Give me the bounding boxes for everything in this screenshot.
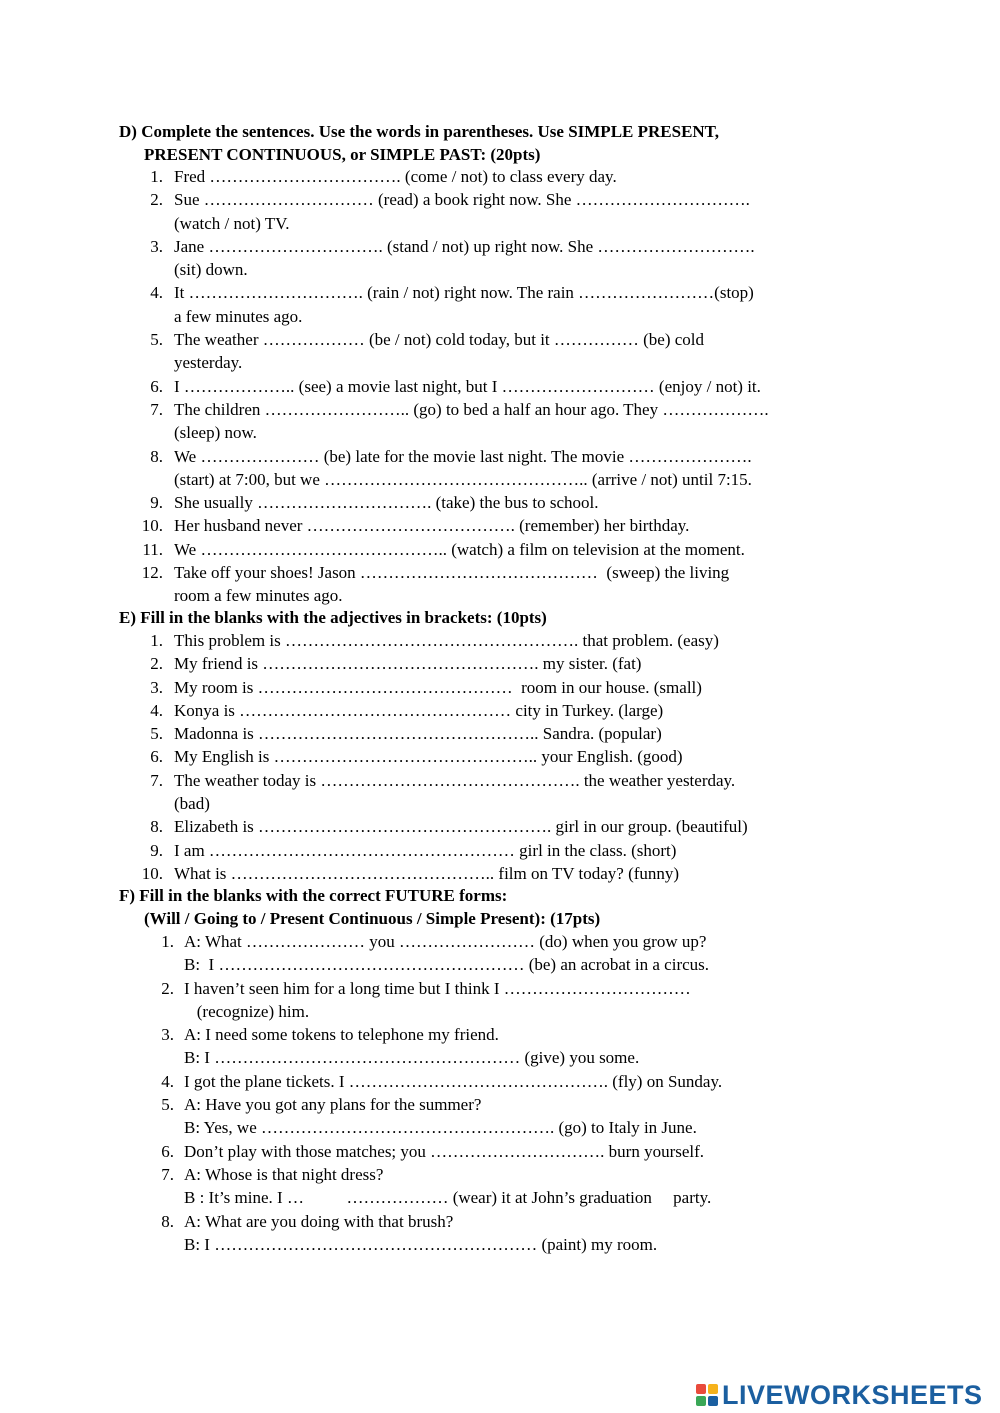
exercise-number: 6. <box>150 747 163 767</box>
exercise-text-line: (sit) down. <box>174 260 248 280</box>
exercise-text-line: The weather ……………… (be / not) cold today, but it …………… (be) cold <box>174 330 705 350</box>
liveworksheets-logo-icon <box>696 1384 718 1406</box>
watermark-text: LIVEWORKSHEETS <box>722 1379 983 1410</box>
exercise-number: 3. <box>150 236 163 256</box>
exercise-number: 9. <box>150 840 163 860</box>
exercise-number: 5. <box>150 724 163 744</box>
exercise-item <box>119 328 899 375</box>
exercise-number: 1. <box>161 932 174 951</box>
exercise-number: 2. <box>150 190 163 210</box>
exercise-number: 6. <box>150 376 163 396</box>
exercise-text-line: I ……………….. (see) a movie last night, but I ……………………… (enjoy / not) it. <box>174 376 761 396</box>
section-e-heading <box>119 606 547 629</box>
section-d-list <box>119 165 899 608</box>
exercise-text-line: She usually …………………………. (take) the bus to school. <box>174 493 599 513</box>
exercise-text-line: Jane …………………………. (stand / not) up right now. She ………………………. <box>174 236 755 256</box>
exercise-item <box>119 745 899 768</box>
exercise-text-line: We …………………………………….. (watch) a film on television at the moment. <box>174 539 745 559</box>
logo-square-yellow <box>708 1384 718 1394</box>
exercise-text-line: A: I need some tokens to telephone my friend. <box>184 1025 499 1045</box>
exercise-item <box>119 398 899 445</box>
exercise-item <box>130 1210 900 1257</box>
exercise-number: 11. <box>142 539 163 559</box>
exercise-item <box>119 514 899 537</box>
section-f-heading-line1: F) Fill in the blanks with the correct FUTURE forms: <box>119 886 508 905</box>
exercise-item <box>130 1163 900 1210</box>
exercise-text-line: B: Yes, we ……………………………………………. (go) to Italy in June. <box>184 1118 697 1138</box>
logo-square-green <box>696 1396 706 1406</box>
exercise-number: 2. <box>150 654 163 674</box>
exercise-text-line: Elizabeth is ……………………………………………. girl in our group. (beautiful) <box>174 817 748 837</box>
exercise-item <box>119 561 899 608</box>
exercise-number: 12. <box>141 563 163 583</box>
liveworksheets-watermark <box>696 1380 983 1410</box>
exercise-item <box>130 930 900 977</box>
exercise-number: 8. <box>161 1211 174 1231</box>
exercise-number: 2. <box>161 978 174 998</box>
exercise-text-line: This problem is ……………………………………………. that problem. (easy) <box>174 631 719 650</box>
exercise-text-line: Take off your shoes! Jason …………………………………… (sweep) the living <box>174 563 730 583</box>
exercise-text-line: My room is ……………………………………… room in our house. (small) <box>174 677 702 697</box>
exercise-text-line: The weather today is ………………………………………. the weather yesterday. <box>174 770 736 790</box>
exercise-number: 8. <box>150 817 163 837</box>
exercise-number: 5. <box>161 1095 174 1115</box>
exercise-text-line: B: I ……………………………………………… (be) an acrobat in a circus. <box>184 955 710 975</box>
exercise-item <box>130 1140 900 1163</box>
exercise-item <box>119 862 899 885</box>
exercise-text-line: B : It’s mine. I … ……………… (wear) it at John’s graduation party. <box>184 1188 712 1208</box>
exercise-number: 4. <box>150 283 163 303</box>
exercise-number: 3. <box>161 1025 174 1045</box>
exercise-text-line: We ………………… (be) late for the movie last night. The movie …………………. <box>174 446 752 466</box>
exercise-text-line: Konya is ………………………………………… city in Turkey. (large) <box>174 700 664 720</box>
exercise-item <box>119 769 899 816</box>
exercise-item <box>119 629 899 652</box>
exercise-item <box>130 1093 900 1140</box>
exercise-item <box>119 445 899 492</box>
exercise-number: 1. <box>150 631 163 650</box>
logo-square-red <box>696 1384 706 1394</box>
section-f-heading-line2: (Will / Going to / Present Continuous / Simple Present): (17pts) <box>144 909 601 928</box>
exercise-text-line: (watch / not) TV. <box>174 213 290 233</box>
exercise-number: 7. <box>161 1164 174 1184</box>
exercise-text-line: yesterday. <box>174 353 243 373</box>
section-d-heading <box>119 120 719 166</box>
exercise-number: 3. <box>150 677 163 697</box>
exercise-item <box>130 1023 900 1070</box>
exercise-item <box>119 652 899 675</box>
exercise-number: 6. <box>161 1141 174 1161</box>
exercise-text-line: Fred ……………………………. (come / not) to class every day. <box>174 167 617 186</box>
exercise-number: 4. <box>161 1071 174 1091</box>
exercise-item <box>119 375 899 398</box>
section-f-list <box>130 930 900 1256</box>
exercise-number: 5. <box>150 330 163 350</box>
exercise-item <box>119 491 899 514</box>
exercise-number: 9. <box>150 493 163 513</box>
exercise-item <box>119 699 899 722</box>
exercise-number: 7. <box>150 399 163 419</box>
exercise-text-line: B: I ……………………………………………… (give) you some. <box>184 1048 640 1068</box>
section-f-heading <box>119 884 600 930</box>
exercise-number: 10. <box>141 863 163 883</box>
section-e-heading-line1: E) Fill in the blanks with the adjectives in brackets: (10pts) <box>119 608 547 627</box>
exercise-text-line: A: What ………………… you …………………… (do) when you grow up? <box>184 932 707 951</box>
exercise-item <box>119 165 899 188</box>
exercise-item <box>119 538 899 561</box>
exercise-number: 7. <box>150 770 163 790</box>
exercise-text-line: B: I ………………………………………………… (paint) my room. <box>184 1234 658 1254</box>
exercise-text-line: I am ……………………………………………… girl in the class. (short) <box>174 840 677 860</box>
exercise-text-line: A: Whose is that night dress? <box>184 1164 384 1184</box>
exercise-text-line: Her husband never ………………………………. (remember) her birthday. <box>174 516 690 536</box>
exercise-number: 4. <box>150 700 163 720</box>
exercise-item <box>119 676 899 699</box>
exercise-number: 1. <box>150 167 163 186</box>
exercise-number: 8. <box>150 446 163 466</box>
exercise-item <box>130 1070 900 1093</box>
section-d-heading-line1: D) Complete the sentences. Use the words in parentheses. Use SIMPLE PRESENT, <box>119 122 720 141</box>
exercise-text-line: room a few minutes ago. <box>174 586 343 606</box>
exercise-text-line: My English is ……………………………………….. your English. (good) <box>174 747 683 767</box>
exercise-text-line: What is ……………………………………….. film on TV today? (funny) <box>174 863 680 883</box>
exercise-text-line: (recognize) him. <box>184 1001 310 1021</box>
exercise-text-line: The children …………………….. (go) to bed a half an hour ago. They ………………. <box>174 399 769 419</box>
exercise-text-line: A: What are you doing with that brush? <box>184 1211 454 1231</box>
exercise-number: 10. <box>141 516 163 536</box>
exercise-item <box>119 281 899 328</box>
exercise-text-line: I got the plane tickets. I ………………………………………. (fly) on Sunday. <box>184 1071 723 1091</box>
exercise-text-line: A: Have you got any plans for the summer? <box>184 1095 482 1115</box>
exercise-text-line: (start) at 7:00, but we ……………………………………….. (arrive / not) until 7:15. <box>174 469 752 489</box>
exercise-text-line: Sue ………………………… (read) a book right now. She …………………………. <box>174 190 750 210</box>
exercise-text-line: a few minutes ago. <box>174 306 303 326</box>
exercise-text-line: I haven’t seen him for a long time but I think I …………………………… <box>184 978 691 998</box>
exercise-text-line: Don’t play with those matches; you …………………………. burn yourself. <box>184 1141 705 1161</box>
exercise-text-line: Madonna is ………………………………………….. Sandra. (popular) <box>174 724 662 744</box>
section-d-heading-line2: PRESENT CONTINUOUS, or SIMPLE PAST: (20pts) <box>144 145 541 164</box>
exercise-item <box>119 235 899 282</box>
exercise-text-line: (sleep) now. <box>174 423 257 443</box>
logo-square-blue <box>708 1396 718 1406</box>
exercise-text-line: My friend is …………………………………………. my sister. (fat) <box>174 654 642 674</box>
exercise-text-line: (bad) <box>174 794 210 814</box>
section-e-list <box>119 629 899 885</box>
exercise-item <box>130 977 900 1024</box>
exercise-item <box>119 188 899 235</box>
exercise-item <box>119 839 899 862</box>
exercise-text-line: It …………………………. (rain / not) right now. The rain ……………………(stop) <box>174 283 754 303</box>
exercise-item <box>119 815 899 838</box>
exercise-item <box>119 722 899 745</box>
